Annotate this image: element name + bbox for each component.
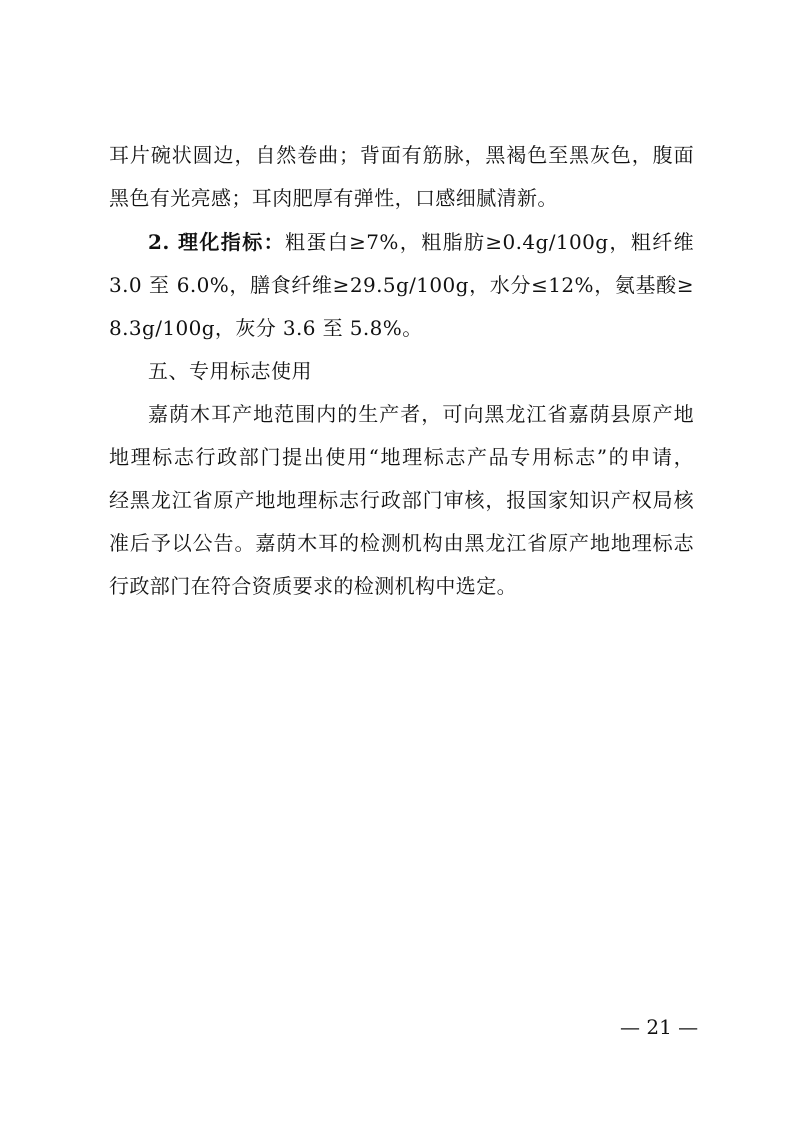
- text-line-4: 3.0 至 6.0%，膳食纤维≥29.5g/100g，水分≤12%，氨基酸≥: [109, 273, 694, 297]
- text-line-5: 8.3g/100g，灰分 3.6 至 5.8%。: [109, 316, 423, 340]
- text-line-3: [148, 225, 694, 259]
- text-line-9: 经黑龙江省原产地地理标志行政部门审核，报国家知识产权局核: [109, 488, 694, 512]
- text-line-7: 嘉荫木耳产地范围内的生产者，可向黑龙江省嘉荫县原产地: [148, 402, 694, 426]
- text-line-10: 准后予以公告。嘉荫木耳的检测机构由黑龙江省原产地地理标志: [109, 531, 694, 555]
- section-heading-5: 五、专用标志使用: [148, 359, 312, 383]
- text-line-11: 行政部门在符合资质要求的检测机构中选定。: [109, 574, 517, 598]
- item-2-label: 2. 理化指标：: [148, 230, 285, 254]
- page-number: — 21 —: [620, 1015, 699, 1039]
- text-line-8: 地理标志行政部门提出使用“地理标志产品专用标志”的申请，: [109, 445, 694, 469]
- item-2-text: 粗蛋白≥7%，粗脂肪≥0.4g/100g，粗纤维: [284, 230, 694, 254]
- text-line-2: 黑色有光亮感；耳肉肥厚有弹性，口感细腻清新。: [109, 186, 558, 210]
- text-line-1: 耳片碗状圆边，自然卷曲；背面有筋脉，黑褐色至黑灰色，腹面: [109, 143, 694, 167]
